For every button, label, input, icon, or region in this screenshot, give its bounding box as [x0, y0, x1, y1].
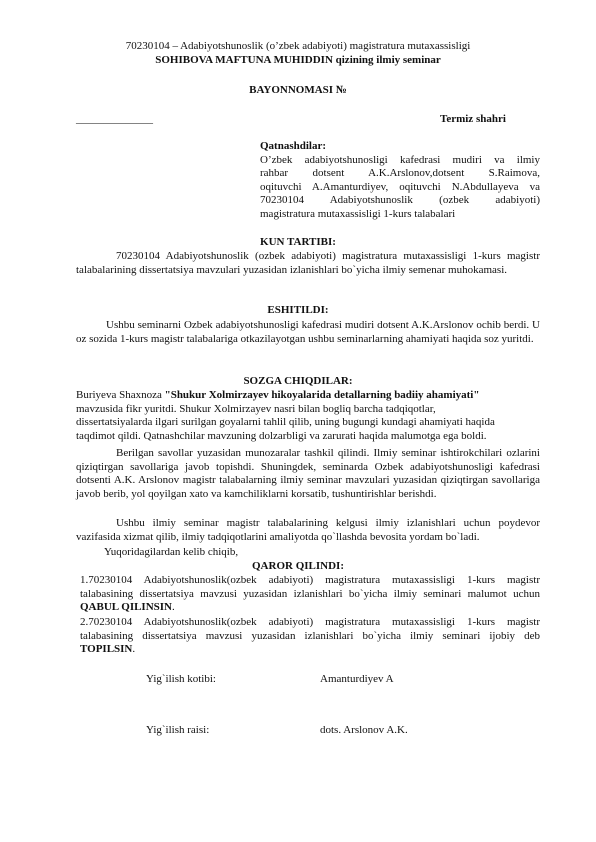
attendees-line: magistratura mutaxassisligi 1-kurs talabalari — [260, 207, 456, 220]
heard-text: Ushbu seminarni Ozbek adabiyotshunosligi kafedrasi mudiri dotsent A.K.Arslonov ochib berdi. U oz sozida 1-kurs magistr talabalariga otkazilayotgan ushbu seminarlarning ahamiyati haqida soz yuritdi. — [76, 319, 540, 345]
attendees-block — [260, 140, 540, 221]
decision-item-2-end: . — [132, 643, 136, 655]
decision-item-1 — [80, 574, 540, 615]
speaker-topic: "Shukur Xolmirzayev hikoyalarida detallarning badiiy ahamiyati" — [164, 389, 480, 401]
header-line1: 70230104 – Adabiyotshunoslik (o’zbek adabiyoti) magistratura mutaxassisligi — [125, 40, 471, 52]
attendees-title: Qatnashdilar: — [260, 140, 327, 152]
agenda-text: 70230104 Adabiyotshunoslik (ozbek adabiyoti) magistratura mutaxassisligi 1-kurs magistr talabalarining dissertatsiya mavzulari yuzasidan izlanishlari bo`yicha ilmiy semenar muhokamasi. — [76, 250, 540, 276]
decision-title: QAROR QILINDI: — [252, 560, 344, 572]
attendees-line: oqituvchi A.Amanturdiyev, oqituvchi N.Abdullayeva va — [260, 180, 540, 193]
chair-label: Yig`ilish raisi: — [146, 724, 210, 736]
heard-title: ESHITILDI: — [267, 304, 329, 316]
secretary-name: Amanturdiyev A — [320, 673, 394, 685]
attendees-line: 70230104 Adabiyotshunoslik (ozbek adabiyoti) — [260, 194, 540, 206]
decision-item-2 — [80, 616, 540, 657]
agenda-title: KUN TARTIBI: — [260, 236, 336, 248]
city-name: Termiz shahri — [440, 113, 506, 125]
conclusion-paragraph: Ushbu ilmiy seminar magistr talabalarining kelgusi ilmiy izlanishlari uchun poydevor vazifasida xizmat qilib, ilmiy tadqiqotlarini amaliyotda qo`llashda bevosita yordam bo`ladi. — [76, 517, 540, 543]
header-line2: SOHIBOVA MAFTUNA MUHIDDIN qizining ilmiy seminar — [155, 54, 441, 66]
speakers-title: SOZGA CHIQDILAR: — [243, 375, 353, 387]
following-text: Yuqoridagilardan kelib chiqib, — [104, 546, 239, 558]
speaker-name: Buriyeva Shaxnoza — [76, 389, 165, 401]
decision-item-1-end: . — [172, 601, 175, 613]
attendees-line: O’zbek adabiyotshunosligi kafedrasi mudiri va ilmiy — [260, 153, 540, 166]
decision-item-2-bold: TOPILSIN — [80, 643, 133, 655]
speaker-block — [76, 389, 546, 443]
date-blank: ______________ — [76, 113, 153, 125]
decision-item-1-text: 1.70230104 Adabiyotshunoslik(ozbek adabiyoti) magistratura mutaxassisligi 1-kurs magistr talabasining dissertatsiya mavzusi yuzasidan izlanishlari bo`yicha ilmiy seminari malumot uchun — [80, 574, 540, 600]
secretary-label: Yig`ilish kotibi: — [146, 673, 216, 685]
chair-name: dots. Arslonov A.K. — [320, 724, 408, 736]
decision-item-2-text: 2.70230104 Adabiyotshunoslik(ozbek adabiyoti) magistratura mutaxassisligi 1-kurs magistr talabasining dissertatsiya mavzusi yuzasidan izlanishlari bo`yicha ilmiy seminari ijobiy deb — [80, 616, 540, 642]
protocol-title: BAYONNOMASI № — [249, 84, 347, 96]
speaker-line: taqdimot qildi. Qatnashchilar mavzuning dolzarbligi va zarurati haqida malumotga ega boldi. — [76, 429, 487, 442]
speaker-line: mavzusida fikr yuritdi. Shukur Xolmirzayev nasri bilan bogliq barcha tadqiqotlar, — [76, 402, 436, 415]
speaker-line: dissertatsiyalarda ilgari surilgan goyalarni tahlil qilib, uning bugungi kundagi ahamiyati haqida — [76, 416, 495, 428]
decision-item-1-bold: QABUL QILINSIN — [80, 601, 173, 613]
attendees-line: rahbar dotsent A.K.Arslonov,dotsent S.Raimova, — [260, 167, 540, 179]
discussion-paragraph: Berilgan savollar yuzasidan munozaralar tashkil qilindi. Ilmiy seminar ishtirokchilari ozlarini qiziqtirgan savollariga javob topishdi. Shuningdek, seminarda Ozbek adabiyotshunosligi kafedrasi dotsenti A.K. Arslonov magistr talabalarning ilmiy seminar mavzulari yuzasidan qiziqtirgan savollariga javob berib, yol qoyilgan xato va kamchiliklarni korsatib, tushuntirishlar berishdi. — [76, 447, 540, 500]
